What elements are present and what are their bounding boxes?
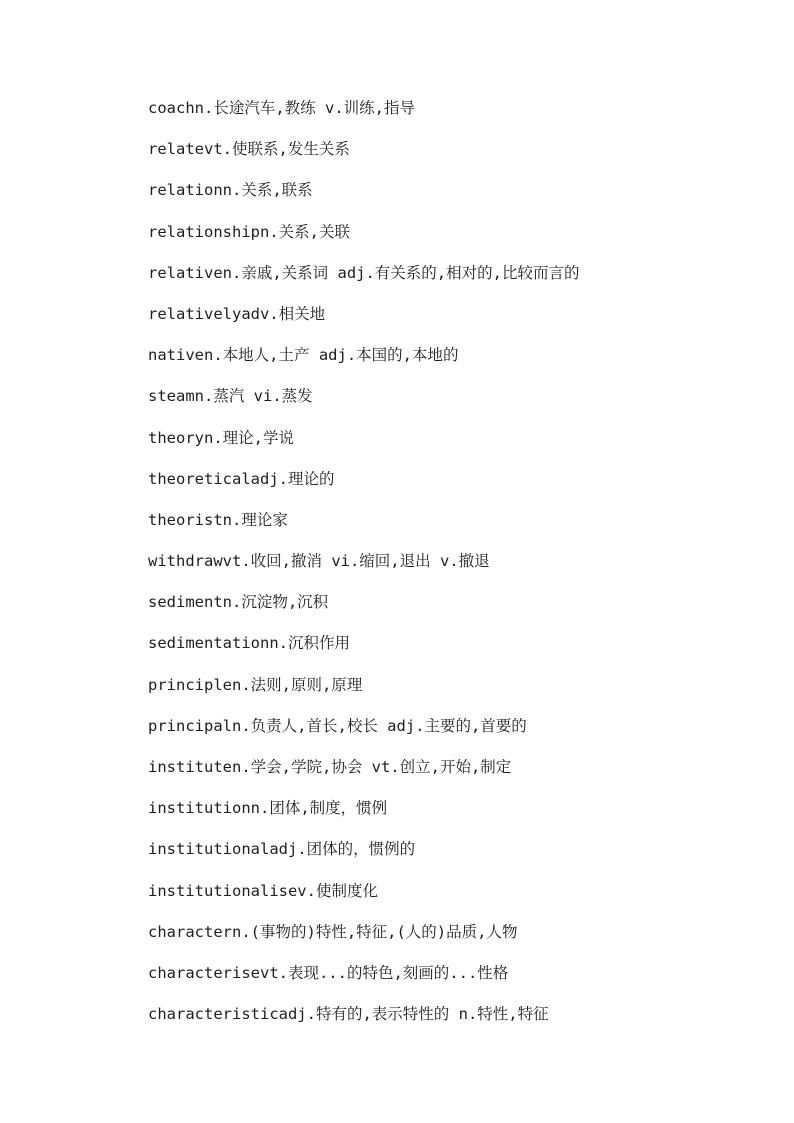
vocabulary-entry: institutionaladj.团体的，惯例的 <box>148 840 416 859</box>
vocabulary-entry: steamn.蒸汽 vi.蒸发 <box>148 387 313 406</box>
vocabulary-entry: principlen.法则,原则,原理 <box>148 675 363 694</box>
vocabulary-entry: principaln.负责人,首长,校长 adj.主要的,首要的 <box>148 716 527 735</box>
vocabulary-entry: relationn.关系,联系 <box>148 181 313 200</box>
vocabulary-entry: characterisevt.表现...的特色,刻画的...性格 <box>148 963 509 982</box>
vocabulary-entry: relativelyadv.相关地 <box>148 304 326 323</box>
vocabulary-entry: theoristn.理论家 <box>148 510 288 529</box>
vocabulary-entry: sedimentn.沉淀物,沉积 <box>148 593 329 612</box>
vocabulary-entry: relationshipn.关系,关联 <box>148 222 350 241</box>
vocabulary-entry: charactern.(事物的)特性,特征,(人的)品质,人物 <box>148 922 518 941</box>
vocabulary-entry: theoryn.理论,学说 <box>148 428 294 447</box>
vocabulary-entry: coachn.长途汽车,教练 v.训练,指导 <box>148 99 415 117</box>
vocabulary-entry: relativen.亲戚,关系词 adj.有关系的,相对的,比较而言的 <box>148 263 580 282</box>
vocabulary-entry: sedimentationn.沉积作用 <box>148 634 350 653</box>
vocabulary-entry: institutionn.团体,制度，惯例 <box>148 799 388 818</box>
vocabulary-entry: institutionalisev.使制度化 <box>148 881 378 900</box>
vocabulary-entry: withdrawvt.收回,撤消 vi.缩回,退出 v.撤退 <box>148 552 490 571</box>
vocabulary-list <box>148 96 768 1043</box>
vocabulary-entry: nativen.本地人,土产 adj.本国的,本地的 <box>148 346 459 365</box>
vocabulary-entry: characteristicadj.特有的,表示特性的 n.特性,特征 <box>148 1005 549 1024</box>
vocabulary-entry: relatevt.使联系,发生关系 <box>148 140 350 159</box>
vocabulary-entry: theoreticaladj.理论的 <box>148 469 335 488</box>
vocabulary-entry: instituten.学会,学院,协会 vt.创立,开始,制定 <box>148 758 512 776</box>
